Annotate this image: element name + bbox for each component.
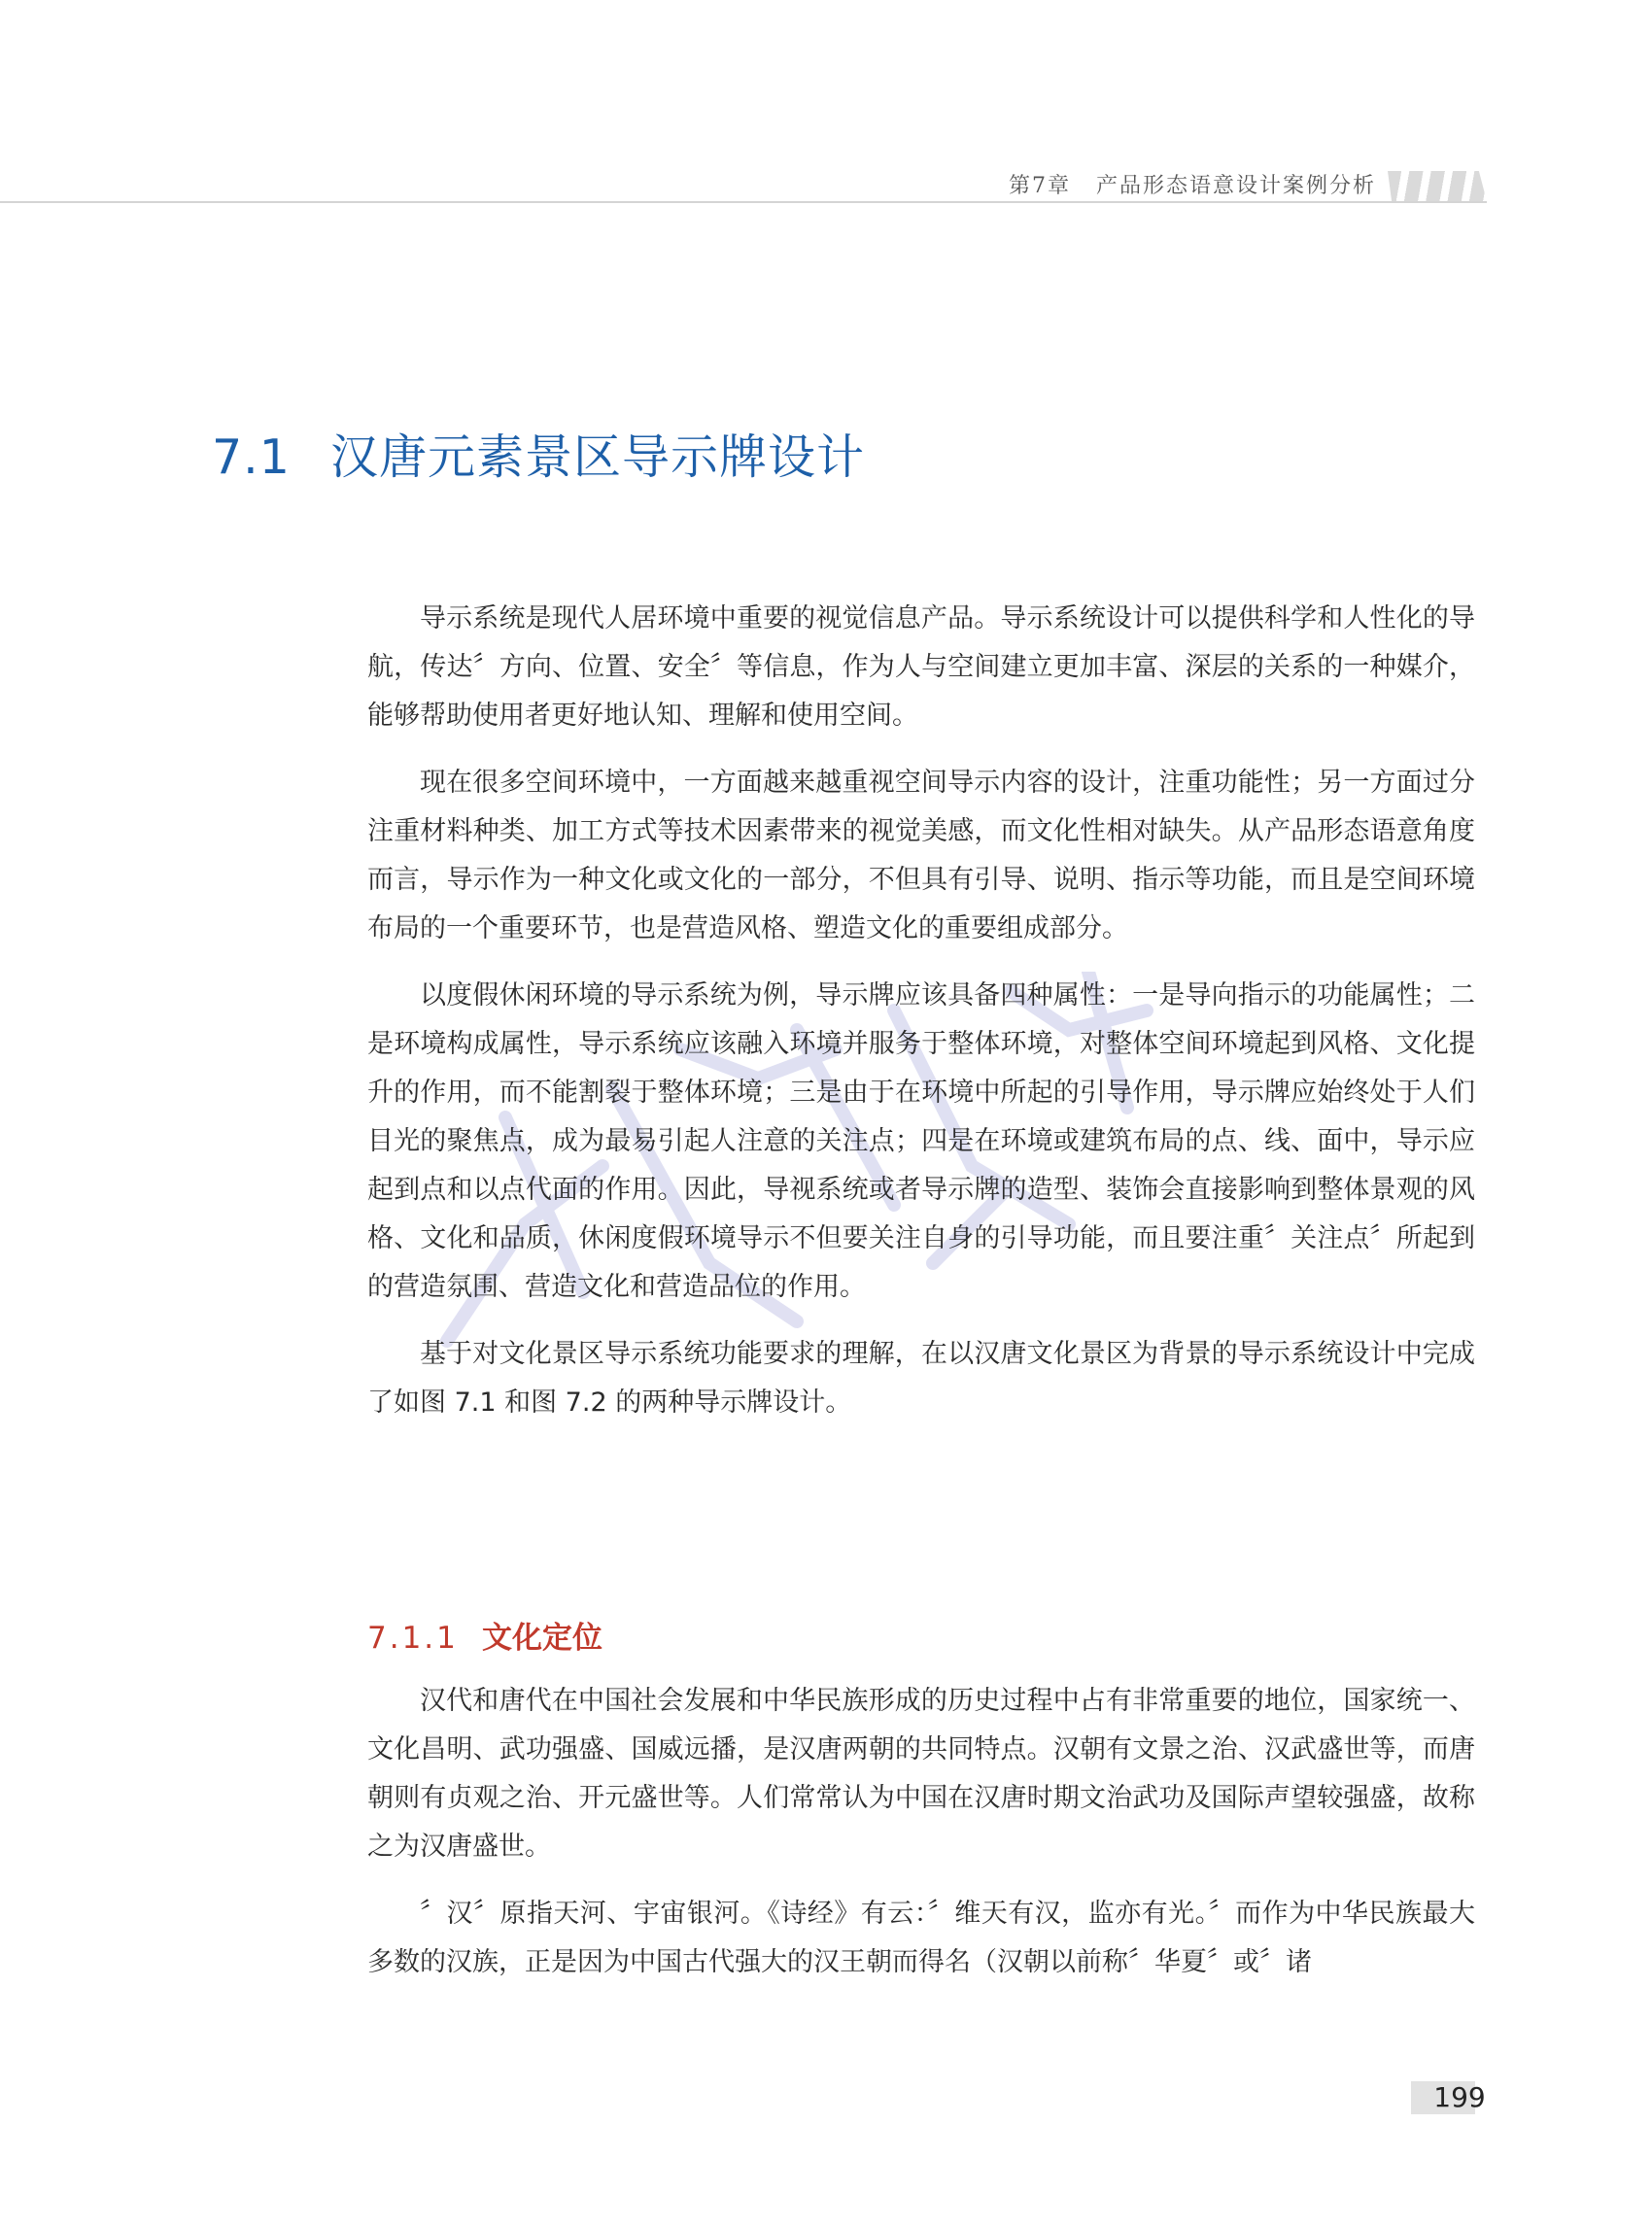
intro-body xyxy=(367,595,1475,1446)
subsection-number: 7.1.1 xyxy=(367,1621,459,1656)
section-title-text: 汉唐元素景区导示牌设计 xyxy=(330,429,866,485)
paragraph: 基于对文化景区导示系统功能要求的理解，在以汉唐文化景区为背景的导示系统设计中完成了如图 7.1 和图 7.2 的两种导示牌设计。 xyxy=(367,1339,1475,1418)
paragraph: 导示系统是现代人居环境中重要的视觉信息产品。导示系统设计可以提供科学和人性化的导航，传达〞方向、位置、安全〞等信息，作为人与空间建立更加丰富、深层的关系的一种媒介，能够帮助使用者更好地认知、理解和使用空间。 xyxy=(367,603,1475,731)
subsection-body xyxy=(367,1677,1475,2005)
running-header xyxy=(1009,169,1376,199)
section-number: 7.1 xyxy=(212,429,291,485)
paragraph: 现在很多空间环境中，一方面越来越重视空间导示内容的设计，注重功能性；另一方面过分注重材料种类、加工方式等技术因素带来的视觉美感，而文化性相对缺失。从产品形态语意角度而言，导示作为一种文化或文化的一部分，不但具有引导、说明、指示等功能，而且是空间环境布局的一个重要环节，也是营造风格、塑造文化的重要组成部分。 xyxy=(367,768,1475,943)
header-stripes-decoration xyxy=(1388,171,1487,201)
header-title: 产品形态语意设计案例分析 xyxy=(1095,174,1376,198)
section-title xyxy=(212,420,865,488)
header-chapter: 第7章 xyxy=(1008,174,1071,198)
header-divider xyxy=(0,201,1487,203)
subsection-heading xyxy=(367,1613,602,1657)
subsection-title: 文化定位 xyxy=(482,1621,602,1656)
paragraph: 汉代和唐代在中国社会发展和中华民族形成的历史过程中占有非常重要的地位，国家统一、文化昌明、武功强盛、国威远播，是汉唐两朝的共同特点。汉朝有文景之治、汉武盛世等，而唐朝则有贞观之治、开元盛世等。人们常常认为中国在汉唐时期文治武功及国际声望较强盛，故称之为汉唐盛世。 xyxy=(367,1686,1475,1862)
page-number: 199 xyxy=(1433,2081,1486,2113)
paragraph: 〞汉〞原指天河、宇宙银河。《诗经》有云：〞维天有汉，监亦有光。〞而作为中华民族最大多数的汉族，正是因为中国古代强大的汉王朝而得名（汉朝以前称〞华夏〞或〞诸 xyxy=(367,1899,1475,1977)
paragraph: 以度假休闲环境的导示系统为例，导示牌应该具备四种属性：一是导向指示的功能属性；二是环境构成属性，导示系统应该融入环境并服务于整体环境，对整体空间环境起到风格、文化提升的作用，而不能割裂于整体环境；三是由于在环境中所起的引导作用，导示牌应始终处于人们目光的聚焦点，成为最易引起人注意的关注点；四是在环境或建筑布局的点、线、面中，导示应起到点和以点代面的作用。因此，导视系统或者导示牌的造型、装饰会直接影响到整体景观的风格、文化和品质，休闲度假环境导示不但要关注自身的引导功能，而且要注重〞关注点〞所起到的营造氛围、营造文化和营造品位的作用。 xyxy=(367,980,1475,1302)
